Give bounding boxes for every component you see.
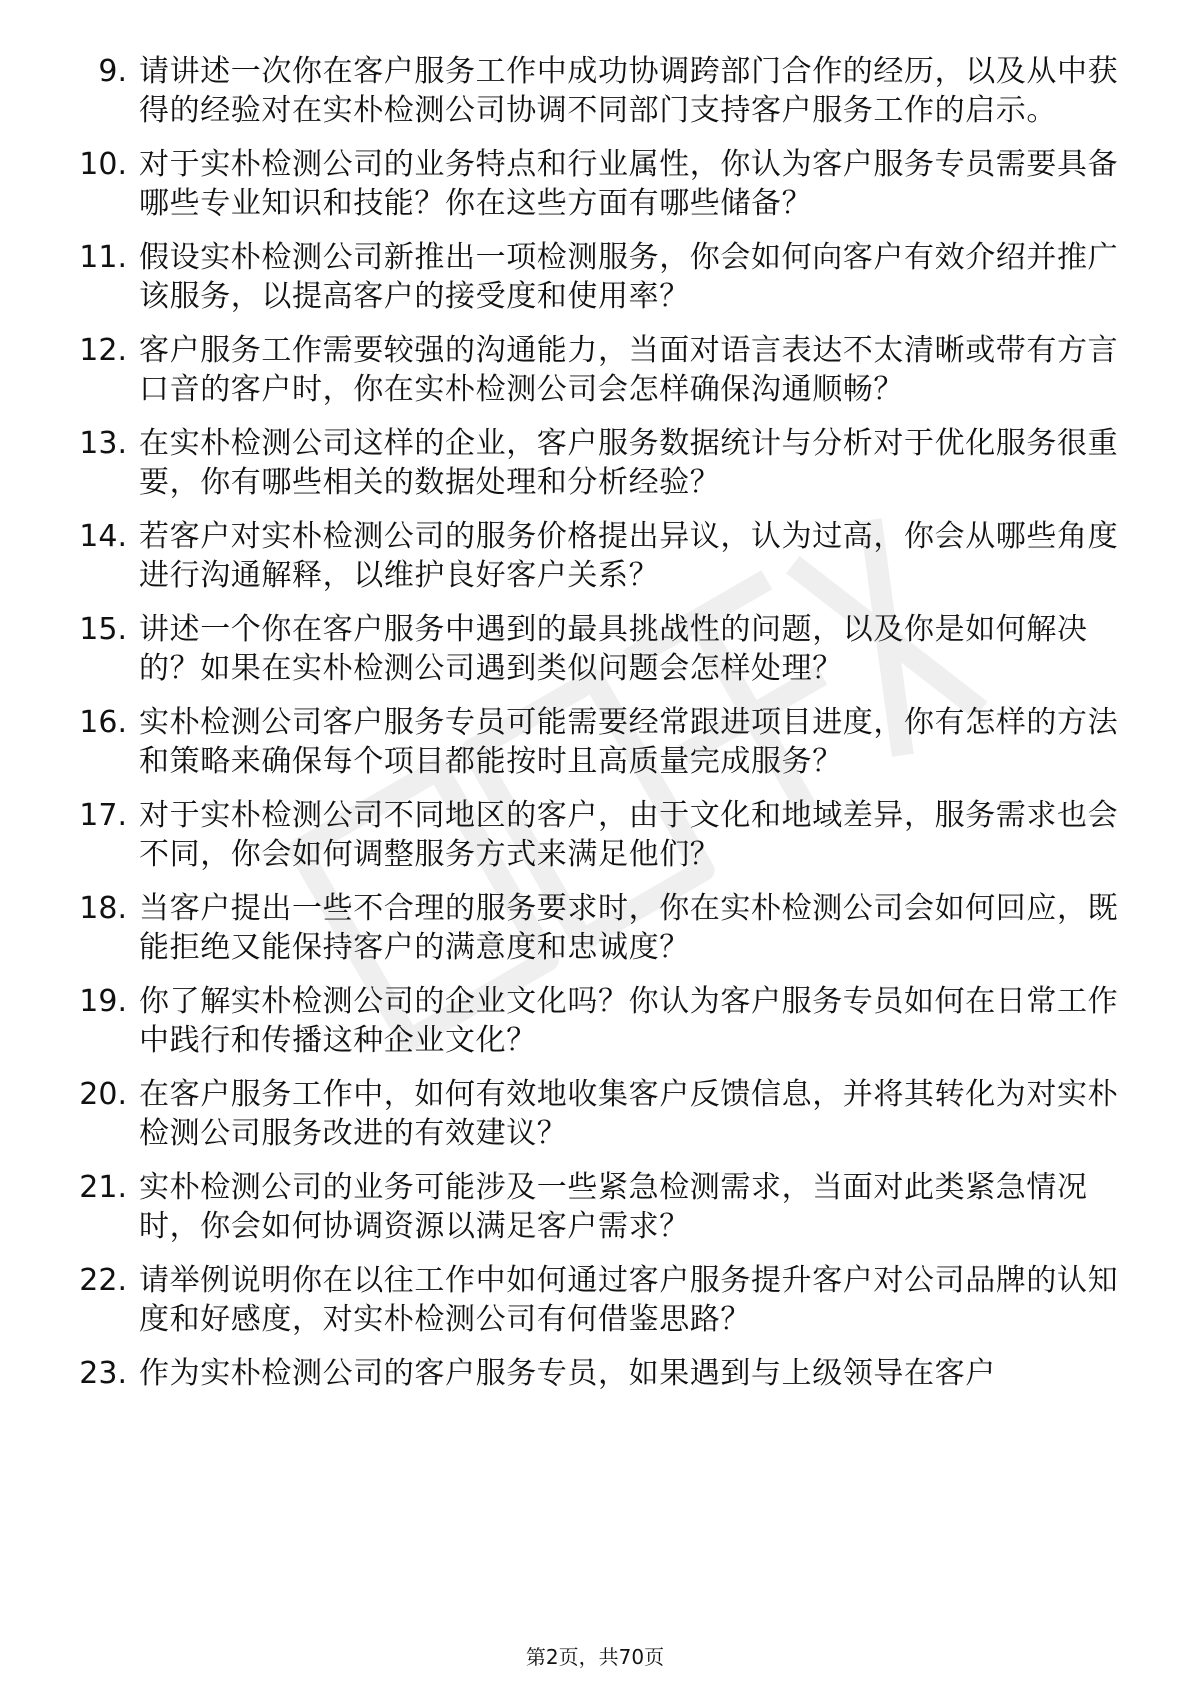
- question-text: 你了解实朴检测公司的企业文化吗？你认为客户服务专员如何在日常工作中践行和传播这种企业文化？: [139, 984, 1119, 1058]
- question-number: 23.: [79, 1356, 127, 1391]
- list-item: [60, 238, 1120, 316]
- question-text: 若客户对实朴检测公司的服务价格提出异议，认为过高，你会从哪些角度进行沟通解释，以维护良好客户关系？: [139, 519, 1119, 593]
- list-item: [60, 517, 1120, 595]
- list-item: [60, 703, 1120, 781]
- question-number: 12.: [79, 333, 127, 368]
- list-item: [60, 1075, 1120, 1153]
- list-item: [60, 889, 1120, 967]
- question-number: 17.: [79, 798, 127, 833]
- question-text: 实朴检测公司的业务可能涉及一些紧急检测需求，当面对此类紧急情况时，你会如何协调资源以满足客户需求？: [139, 1170, 1088, 1244]
- question-number: 13.: [79, 426, 127, 461]
- list-item: [60, 1261, 1120, 1339]
- page-number-label: 第2页，共70页: [525, 1645, 665, 1669]
- question-number: 14.: [79, 519, 127, 554]
- page-footer: [0, 1644, 1190, 1670]
- question-number: 16.: [79, 705, 127, 740]
- question-text: 在客户服务工作中，如何有效地收集客户反馈信息，并将其转化为对实朴检测公司服务改进的有效建议？: [139, 1077, 1119, 1151]
- question-list: [60, 52, 1120, 1408]
- question-number: 10.: [79, 147, 127, 182]
- list-item: [60, 424, 1120, 502]
- list-item: [60, 796, 1120, 874]
- list-item: [60, 610, 1120, 688]
- list-item: [60, 145, 1120, 223]
- question-text: 作为实朴检测公司的客户服务专员，如果遇到与上级领导在客户: [139, 1356, 996, 1391]
- list-item: [60, 982, 1120, 1060]
- question-text: 实朴检测公司客户服务专员可能需要经常跟进项目进度，你有怎样的方法和策略来确保每个项目都能按时且高质量完成服务？: [139, 705, 1119, 779]
- question-text: 当客户提出一些不合理的服务要求时，你在实朴检测公司会如何回应，既能拒绝又能保持客户的满意度和忠诚度？: [139, 891, 1119, 965]
- question-text: 对于实朴检测公司不同地区的客户，由于文化和地域差异，服务需求也会不同，你会如何调整服务方式来满足他们？: [139, 798, 1119, 872]
- list-item: [60, 52, 1120, 130]
- question-number: 11.: [79, 240, 127, 275]
- question-text: 请讲述一次你在客户服务工作中成功协调跨部门合作的经历，以及从中获得的经验对在实朴检测公司协调不同部门支持客户服务工作的启示。: [139, 54, 1119, 128]
- question-number: 18.: [79, 891, 127, 926]
- question-text: 请举例说明你在以往工作中如何通过客户服务提升客户对公司品牌的认知度和好感度，对实朴检测公司有何借鉴思路？: [139, 1263, 1119, 1337]
- question-number: 15.: [79, 612, 127, 647]
- question-text: 在实朴检测公司这样的企业，客户服务数据统计与分析对于优化服务很重要，你有哪些相关的数据处理和分析经验？: [139, 426, 1119, 500]
- question-number: 20.: [79, 1077, 127, 1112]
- question-text: 假设实朴检测公司新推出一项检测服务，你会如何向客户有效介绍并推广该服务，以提高客户的接受度和使用率？: [139, 240, 1119, 314]
- question-text: 对于实朴检测公司的业务特点和行业属性，你认为客户服务专员需要具备哪些专业知识和技能？你在这些方面有哪些储备？: [139, 147, 1119, 221]
- list-item: [60, 1354, 1120, 1393]
- question-number: 21.: [79, 1170, 127, 1205]
- question-text: 客户服务工作需要较强的沟通能力，当面对语言表达不太清晰或带有方言口音的客户时，你在实朴检测公司会怎样确保沟通顺畅？: [139, 333, 1119, 407]
- question-number: 9.: [98, 54, 127, 89]
- question-text: 讲述一个你在客户服务中遇到的最具挑战性的问题，以及你是如何解决的？如果在实朴检测公司遇到类似问题会怎样处理？: [139, 612, 1088, 686]
- question-number: 22.: [79, 1263, 127, 1298]
- list-item: [60, 331, 1120, 409]
- list-item: [60, 1168, 1120, 1246]
- question-number: 19.: [79, 984, 127, 1019]
